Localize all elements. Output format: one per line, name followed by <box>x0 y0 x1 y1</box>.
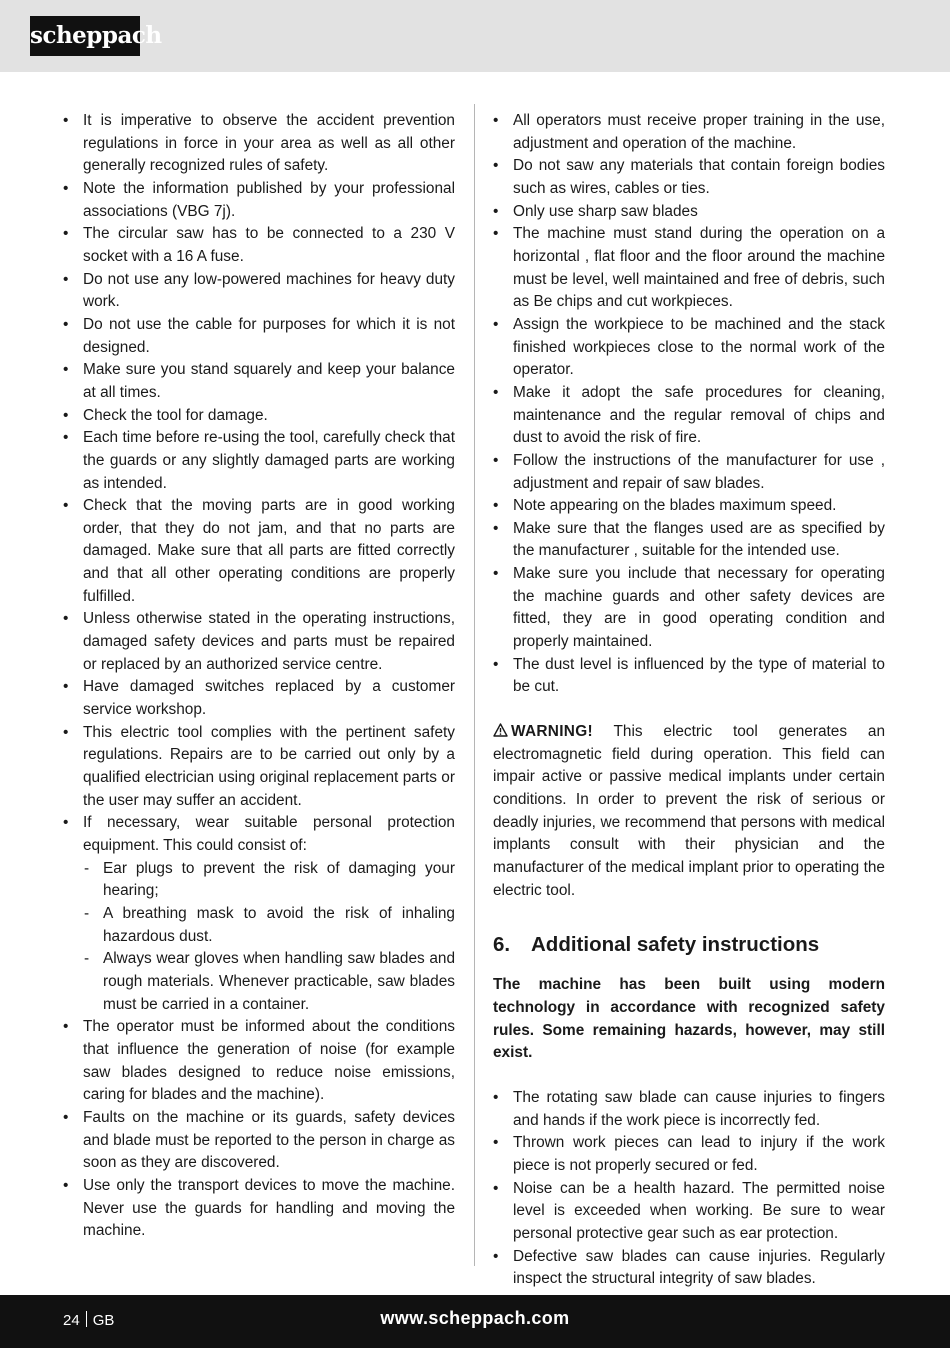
list-item: • Faults on the machine or its guards, safety devices and blade must be reported to the person in charge as soon as they are discovered. <box>63 1107 455 1175</box>
warning-paragraph <box>493 721 885 902</box>
section-number: 6. <box>493 933 511 957</box>
safety-list <box>63 110 455 1243</box>
warning-text: This electric tool generates an electromagnetic field during operation. This field can impair active or passive medical implants under certain conditions. In order to prevent the risk of serious or deadly injuries, we recommend that persons with medical implants consult with their physician and the manufacturer of the medical implant prior to operating the electric tool. <box>493 723 886 899</box>
section-intro: The machine has been built using modern technology in accordance with recognized safety rules. Some remaining hazards, however, may still exist. <box>493 976 885 1062</box>
list-item: • It is imperative to observe the accident prevention regulations in force in your area as well as all other generally recognized rules of safety. <box>63 110 455 178</box>
page-footer <box>0 1295 950 1348</box>
website-url: www.scheppach.com <box>380 1308 570 1328</box>
safety-list <box>493 110 885 699</box>
list-item: • The operator must be informed about the conditions that influence the generation of noise (for example saw blades designed to reduce noise emissions, caring for blades and the machine). <box>63 1016 455 1107</box>
warning-triangle-icon <box>493 721 511 744</box>
protection-sublist <box>83 858 455 1017</box>
warning-label: WARNING! <box>511 723 593 741</box>
list-item: • Use only the transport devices to move the machine. Never use the guards for handling and moving the machine. <box>63 1175 455 1243</box>
list-item: • Make sure that the flanges used are as specified by the manufacturer , suitable for the intended use. <box>493 518 885 563</box>
list-item: • Make sure you stand squarely and keep your balance at all times. <box>63 359 455 404</box>
list-item: • Unless otherwise stated in the operating instructions, damaged safety devices and parts must be repaired or replaced by an authorized service centre. <box>63 608 455 676</box>
sub-list-item: - Ear plugs to prevent the risk of damaging your hearing; <box>83 858 455 903</box>
list-item: • Do not use any low-powered machines for heavy duty work. <box>63 269 455 314</box>
list-item: • Make sure you include that necessary for operating the machine guards and other safety devices are fitted, they are in good operating condition and properly maintained. <box>493 563 885 654</box>
list-item: • Make it adopt the safe procedures for cleaning, maintenance and the regular removal of chips and dust to avoid the risk of fire. <box>493 382 885 450</box>
sub-list-item: - A breathing mask to avoid the risk of inhaling hazardous dust. <box>83 903 455 948</box>
list-item: • Thrown work pieces can lead to injury if the work piece is not properly secured or fed. <box>493 1132 885 1177</box>
list-item-protection <box>63 812 455 1016</box>
page-number: 24 <box>63 1312 80 1329</box>
list-item: • Follow the instructions of the manufacturer for use , adjustment and repair of saw blades. <box>493 450 885 495</box>
list-item: • Note appearing on the blades maximum speed. <box>493 495 885 518</box>
list-item: • The circular saw has to be connected to a 230 V socket with a 16 A fuse. <box>63 223 455 268</box>
list-item: • All operators must receive proper training in the use, adjustment and operation of the machine. <box>493 110 885 155</box>
list-item: • The dust level is influenced by the type of material to be cut. <box>493 654 885 699</box>
list-item: • Assign the workpiece to be machined and the stack finished workpieces close to the normal work of the operator. <box>493 314 885 382</box>
right-column <box>493 110 885 1291</box>
list-item: • Only use sharp saw blades <box>493 201 885 224</box>
list-item: • Check that the moving parts are in good working order, that they do not jam, and that no parts are damaged. Make sure that all parts are fitted correctly and that all other operating conditions are properly fulfilled. <box>63 495 455 608</box>
section-title: Additional safety instructions <box>531 933 820 957</box>
list-item: • Defective saw blades can cause injuries. Regularly inspect the structural integrity of saw blades. <box>493 1246 885 1291</box>
section-heading <box>493 928 885 962</box>
list-item: • The rotating saw blade can cause injuries to fingers and hands if the work piece is incorrectly fed. <box>493 1087 885 1132</box>
list-item: • Note the information published by your professional associations (VBG 7j). <box>63 178 455 223</box>
list-item: • Noise can be a health hazard. The permitted noise level is exceeded when working. Be sure to wear personal protective gear such as ear protection. <box>493 1178 885 1246</box>
list-item: • Do not saw any materials that contain foreign bodies such as wires, cables or ties. <box>493 155 885 200</box>
protection-text: If necessary, wear suitable personal protection equipment. This could consist of: <box>83 814 455 854</box>
language-code: GB <box>92 1312 115 1329</box>
list-item: • Do not use the cable for purposes for which it is not designed. <box>63 314 455 359</box>
left-column <box>63 110 455 1243</box>
list-item: • Check the tool for damage. <box>63 405 455 428</box>
hazard-list <box>493 1087 885 1291</box>
list-item: • Each time before re-using the tool, carefully check that the guards or any slightly damaged parts are working as intended. <box>63 427 455 495</box>
column-divider <box>474 104 475 1266</box>
sub-list-item: - Always wear gloves when handling saw blades and rough materials. Whenever practicable, saw blades must be carried in a container. <box>83 948 455 1016</box>
scheppach-logo: scheppach <box>30 16 140 56</box>
list-item: • Have damaged switches replaced by a customer service workshop. <box>63 676 455 721</box>
list-item: • This electric tool complies with the pertinent safety regulations. Repairs are to be carried out only by a qualified electrician using original replacement parts or the user may suffer an accident. <box>63 722 455 813</box>
list-item: • The machine must stand during the operation on a horizontal , flat floor and the floor around the machine must be level, well maintained and free of debris, such as Be chips and cut workpieces. <box>493 223 885 314</box>
page-header <box>0 0 950 72</box>
